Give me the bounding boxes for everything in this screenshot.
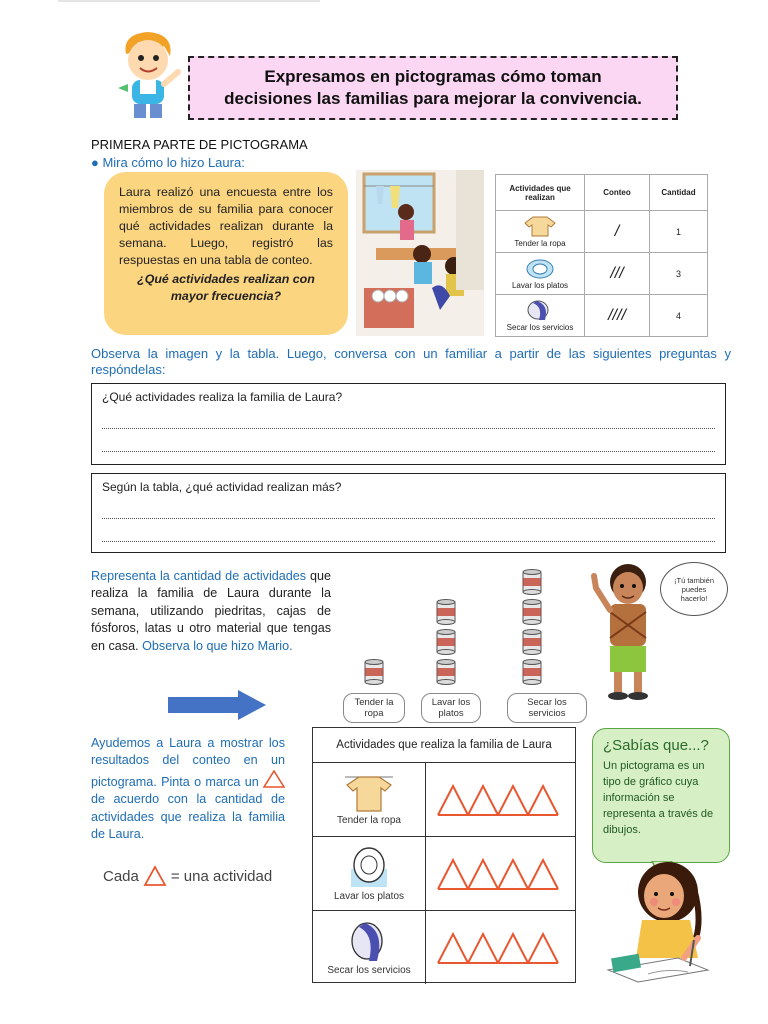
pictogram-triangle (468, 786, 498, 815)
worksheet-title-line2: decisiones las familias para mejorar la convivencia. (224, 89, 642, 108)
tally-table (495, 174, 708, 337)
pictogram-triangle (468, 934, 498, 963)
can-icon (522, 599, 542, 625)
pictogram-activity-label: Lavar los platos (333, 891, 405, 902)
laura-story-text: Laura realizó una encuesta entre los miembros de su familia para conocer qué actividades realizan durante la semana. Luego, registró las respuestas en una tabla de conteo. (119, 185, 333, 267)
represent-text-observa: Observa lo que hizo Mario. (142, 638, 293, 653)
tally-activity-cell (496, 253, 585, 295)
can-icon (436, 629, 456, 655)
represent-text-body: que realiza la familia de Laura durante la semana, utilizando piedritas, cajas de fósforos, latas u otro material que tengas en casa. (91, 569, 331, 653)
pictogram-table (312, 727, 576, 983)
legend-cada: Cada (103, 867, 139, 885)
tally-activity-label: Secar los servicios (506, 323, 574, 332)
pictogram-triangle (528, 786, 558, 815)
tally-header-cantidad: Cantidad (650, 175, 708, 211)
tally-mark: / (585, 211, 650, 253)
can-label-lavar: Lavar los platos (421, 693, 481, 723)
ayudemos-instruction (91, 735, 285, 843)
conversation-instruction: Observa la imagen y la tabla. Luego, conversa con un familiar a partir de las siguientes preguntas y respóndelas: (91, 346, 731, 377)
pictogram-triangle (468, 860, 498, 889)
tally-mark: //// (585, 295, 650, 337)
pictogram-row (313, 763, 575, 837)
triangle-icon (263, 770, 285, 788)
represent-text-blue: Representa la cantidad de actividades (91, 569, 307, 583)
pictogram-rows (313, 763, 575, 984)
worksheet-title-box (188, 56, 678, 120)
towel-plate-icon (345, 919, 393, 963)
question-box-1 (91, 383, 726, 465)
triangle-row (436, 857, 566, 891)
pictogram-triangle-cell[interactable] (426, 837, 575, 910)
can-icon (522, 629, 542, 655)
can-icon (436, 659, 456, 685)
can-label-secar: Secar los servicios (507, 693, 587, 723)
pictogram-triangle-cell[interactable] (426, 911, 575, 984)
triangle-row (436, 783, 566, 817)
sabias-que-box (592, 728, 730, 863)
tally-header-conteo: Conteo (585, 175, 650, 211)
ayudemos-text-2: de acuerdo con la cantidad de actividades que realiza la familia de Laura. (91, 792, 285, 842)
can-icon (364, 659, 384, 685)
section-heading: PRIMERA PARTE DE PICTOGRAMA (91, 137, 308, 152)
can-icon (436, 599, 456, 625)
pictogram-triangle (438, 934, 468, 963)
tally-count: 3 (650, 253, 708, 295)
tally-activity-cell (496, 211, 585, 253)
can-label-tender: Tender la ropa (343, 693, 405, 723)
pictogram-triangle (498, 786, 528, 815)
tally-count: 4 (650, 295, 708, 337)
shirt-icon (345, 773, 393, 813)
plate-icon (345, 845, 393, 889)
mario-speech-text: ¡Tú también puedes hacerlo! (673, 575, 715, 603)
answer-line[interactable] (102, 429, 715, 452)
shirt-icon (523, 215, 557, 237)
towel-plate-icon (523, 299, 557, 321)
pictogram-triangle (498, 860, 528, 889)
pictogram-activity-cell (313, 837, 426, 910)
triangle-row (436, 931, 566, 965)
tally-header-activities: Actividades que realizan (496, 175, 585, 211)
question-text: ¿Qué actividades realiza la familia de Laura? (102, 390, 343, 404)
can-icon (522, 659, 542, 685)
worksheet-title-line1: Expresamos en pictogramas cómo toman (264, 67, 602, 86)
bullet-instruction: ● Mira cómo lo hizo Laura: (91, 155, 245, 170)
girl-writing-illustration (598, 858, 740, 990)
legend-meaning: = una actividad (170, 867, 273, 885)
pictogram-activity-label: Secar los servicios (327, 965, 411, 976)
legend (103, 865, 272, 887)
mario-boy-illustration (590, 558, 670, 704)
answer-line[interactable] (102, 496, 715, 519)
pictogram-triangle (528, 934, 558, 963)
pictogram-triangle (498, 934, 528, 963)
pictogram-activity-cell (313, 763, 426, 836)
question-box-2 (91, 473, 726, 553)
ayudemos-text-1: Ayudemos a Laura a mostrar los resultados del conteo en un pictograma. Pinta o marca un (91, 736, 285, 789)
tally-count: 1 (650, 211, 708, 253)
pictogram-triangle (528, 860, 558, 889)
plate-icon (523, 257, 557, 279)
tally-mark: /// (585, 253, 650, 295)
pictogram-row (313, 837, 575, 911)
answer-line[interactable] (102, 519, 715, 542)
top-rule (58, 0, 320, 2)
boy-mascot-illustration (112, 28, 184, 124)
answer-line[interactable] (102, 406, 715, 429)
pictogram-triangle-cell[interactable] (426, 763, 575, 836)
pictogram-row (313, 911, 575, 984)
mario-speech-bubble (660, 562, 728, 616)
represent-instruction (91, 568, 331, 655)
sabias-title: ¿Sabías que...? (603, 737, 709, 754)
laura-question: ¿Qué actividades realizan con mayor frecuencia? (137, 272, 315, 303)
pictogram-triangle (438, 786, 468, 815)
pictogram-activity-cell (313, 911, 426, 984)
can-icon (522, 569, 542, 595)
family-chores-illustration (356, 170, 484, 336)
right-arrow-icon (166, 688, 268, 722)
tally-activity-label: Tender la ropa (514, 239, 566, 248)
laura-story-box (104, 172, 348, 335)
pictogram-triangle (438, 860, 468, 889)
question-text: Según la tabla, ¿qué actividad realizan más? (102, 480, 342, 494)
sabias-body: Un pictograma es un tipo de gráfico cuya información se representa a través de dibujos. (603, 760, 714, 836)
tally-activity-label: Lavar los platos (511, 281, 569, 290)
triangle-icon (143, 865, 167, 887)
tally-activity-cell (496, 295, 585, 337)
pictogram-activity-label: Tender la ropa (337, 815, 401, 826)
pictogram-title: Actividades que realiza la familia de Laura (313, 728, 575, 763)
